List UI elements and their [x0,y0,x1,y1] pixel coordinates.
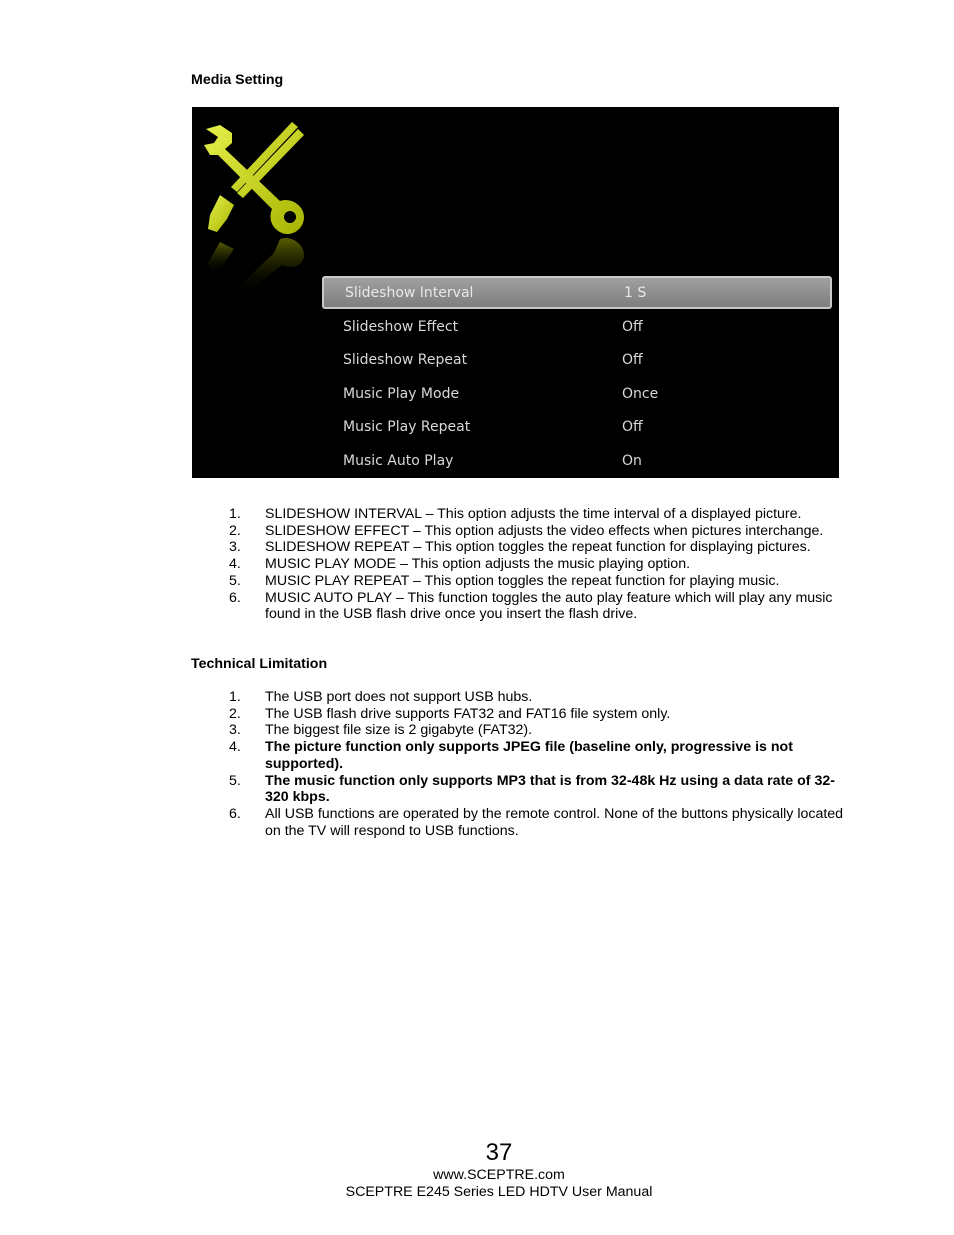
list-number: 6. [229,589,241,606]
menu-row-slideshow-repeat[interactable] [322,343,832,377]
list-item [229,573,855,590]
media-setting-menu [322,276,832,477]
menu-row-value: On [622,452,642,469]
media-setting-descriptions [229,506,855,623]
section-heading-media: Media Setting [191,72,284,88]
list-number: 5. [229,772,241,789]
menu-row-label: Slideshow Interval [345,285,474,301]
list-number: 4. [229,739,241,756]
list-text: SLIDESHOW REPEAT – This option toggles the repeat function for displaying pictures. [265,539,811,556]
list-number: 5. [229,572,241,589]
list-text: The picture function only supports JPEG file (baseline only, progressive is not supported). [265,739,793,772]
list-text: MUSIC PLAY MODE – This option adjusts the music playing option. [265,556,691,573]
list-number: 2. [229,705,241,722]
list-text: MUSIC PLAY REPEAT – This option toggles the repeat function for playing music. [265,572,780,589]
list-text: SLIDESHOW INTERVAL – This option adjusts the time interval of a displayed picture. [265,506,802,522]
list-text: MUSIC AUTO PLAY – This function toggles the auto play feature which will play any music found in the USB flash drive once you insert the flash drive. [265,589,833,623]
list-item [229,689,845,706]
menu-row-label: Slideshow Effect [343,318,459,335]
menu-row-music-play-repeat[interactable] [322,410,832,444]
wrench-screwdriver-icon [192,107,322,307]
footer-manual-title: SCEPTRE E245 Series LED HDTV User Manual [345,1184,653,1200]
list-number: 6. [229,805,241,822]
technical-limitation-list [229,689,845,839]
menu-row-music-play-mode[interactable] [322,377,832,411]
list-text: The USB flash drive supports FAT32 and FAT16 file system only. [265,705,671,722]
menu-row-value: Once [622,385,659,402]
list-number: 1. [229,689,241,705]
page-number: 37 [485,1139,513,1166]
tv-menu-screenshot [192,107,839,478]
list-number: 2. [229,522,241,539]
menu-row-label: Slideshow Repeat [343,352,468,368]
section-heading-technical-limitation: Technical Limitation [191,656,328,672]
menu-row-value: Off [622,352,643,368]
list-number: 3. [229,539,241,556]
menu-row-label: Music Auto Play [343,452,454,469]
list-item [229,739,845,772]
list-item [229,539,855,556]
list-text: The biggest file size is 2 gigabyte (FAT32). [265,722,533,739]
menu-row-label: Music Play Mode [343,385,460,402]
list-text: SLIDESHOW EFFECT – This option adjusts the video effects when pictures interchange. [265,522,824,539]
list-text: The music function only supports MP3 that is from 32-48k Hz using a data rate of 32-320 kbps. [265,772,835,806]
list-item [229,523,855,540]
menu-row-value: 1 S [624,285,647,301]
list-number: 4. [229,556,241,573]
menu-row-music-auto-play[interactable] [322,444,832,478]
list-item [229,806,845,839]
list-number: 3. [229,722,241,739]
menu-row-slideshow-interval[interactable] [322,276,832,309]
list-item [229,506,855,523]
menu-row-value: Off [622,318,643,335]
list-item [229,556,855,573]
footer-url: www.SCEPTRE.com [433,1167,565,1183]
menu-row-slideshow-effect[interactable] [322,310,832,344]
list-text: The USB port does not support USB hubs. [265,689,533,705]
menu-row-value: Off [622,419,643,435]
list-text: All USB functions are operated by the remote control. None of the buttons physically located on the TV will respond to USB functions. [265,805,844,839]
list-item [229,773,845,806]
list-number: 1. [229,506,241,522]
list-item [229,722,845,739]
list-item [229,590,855,623]
menu-row-label: Music Play Repeat [343,419,471,435]
list-item [229,706,845,723]
